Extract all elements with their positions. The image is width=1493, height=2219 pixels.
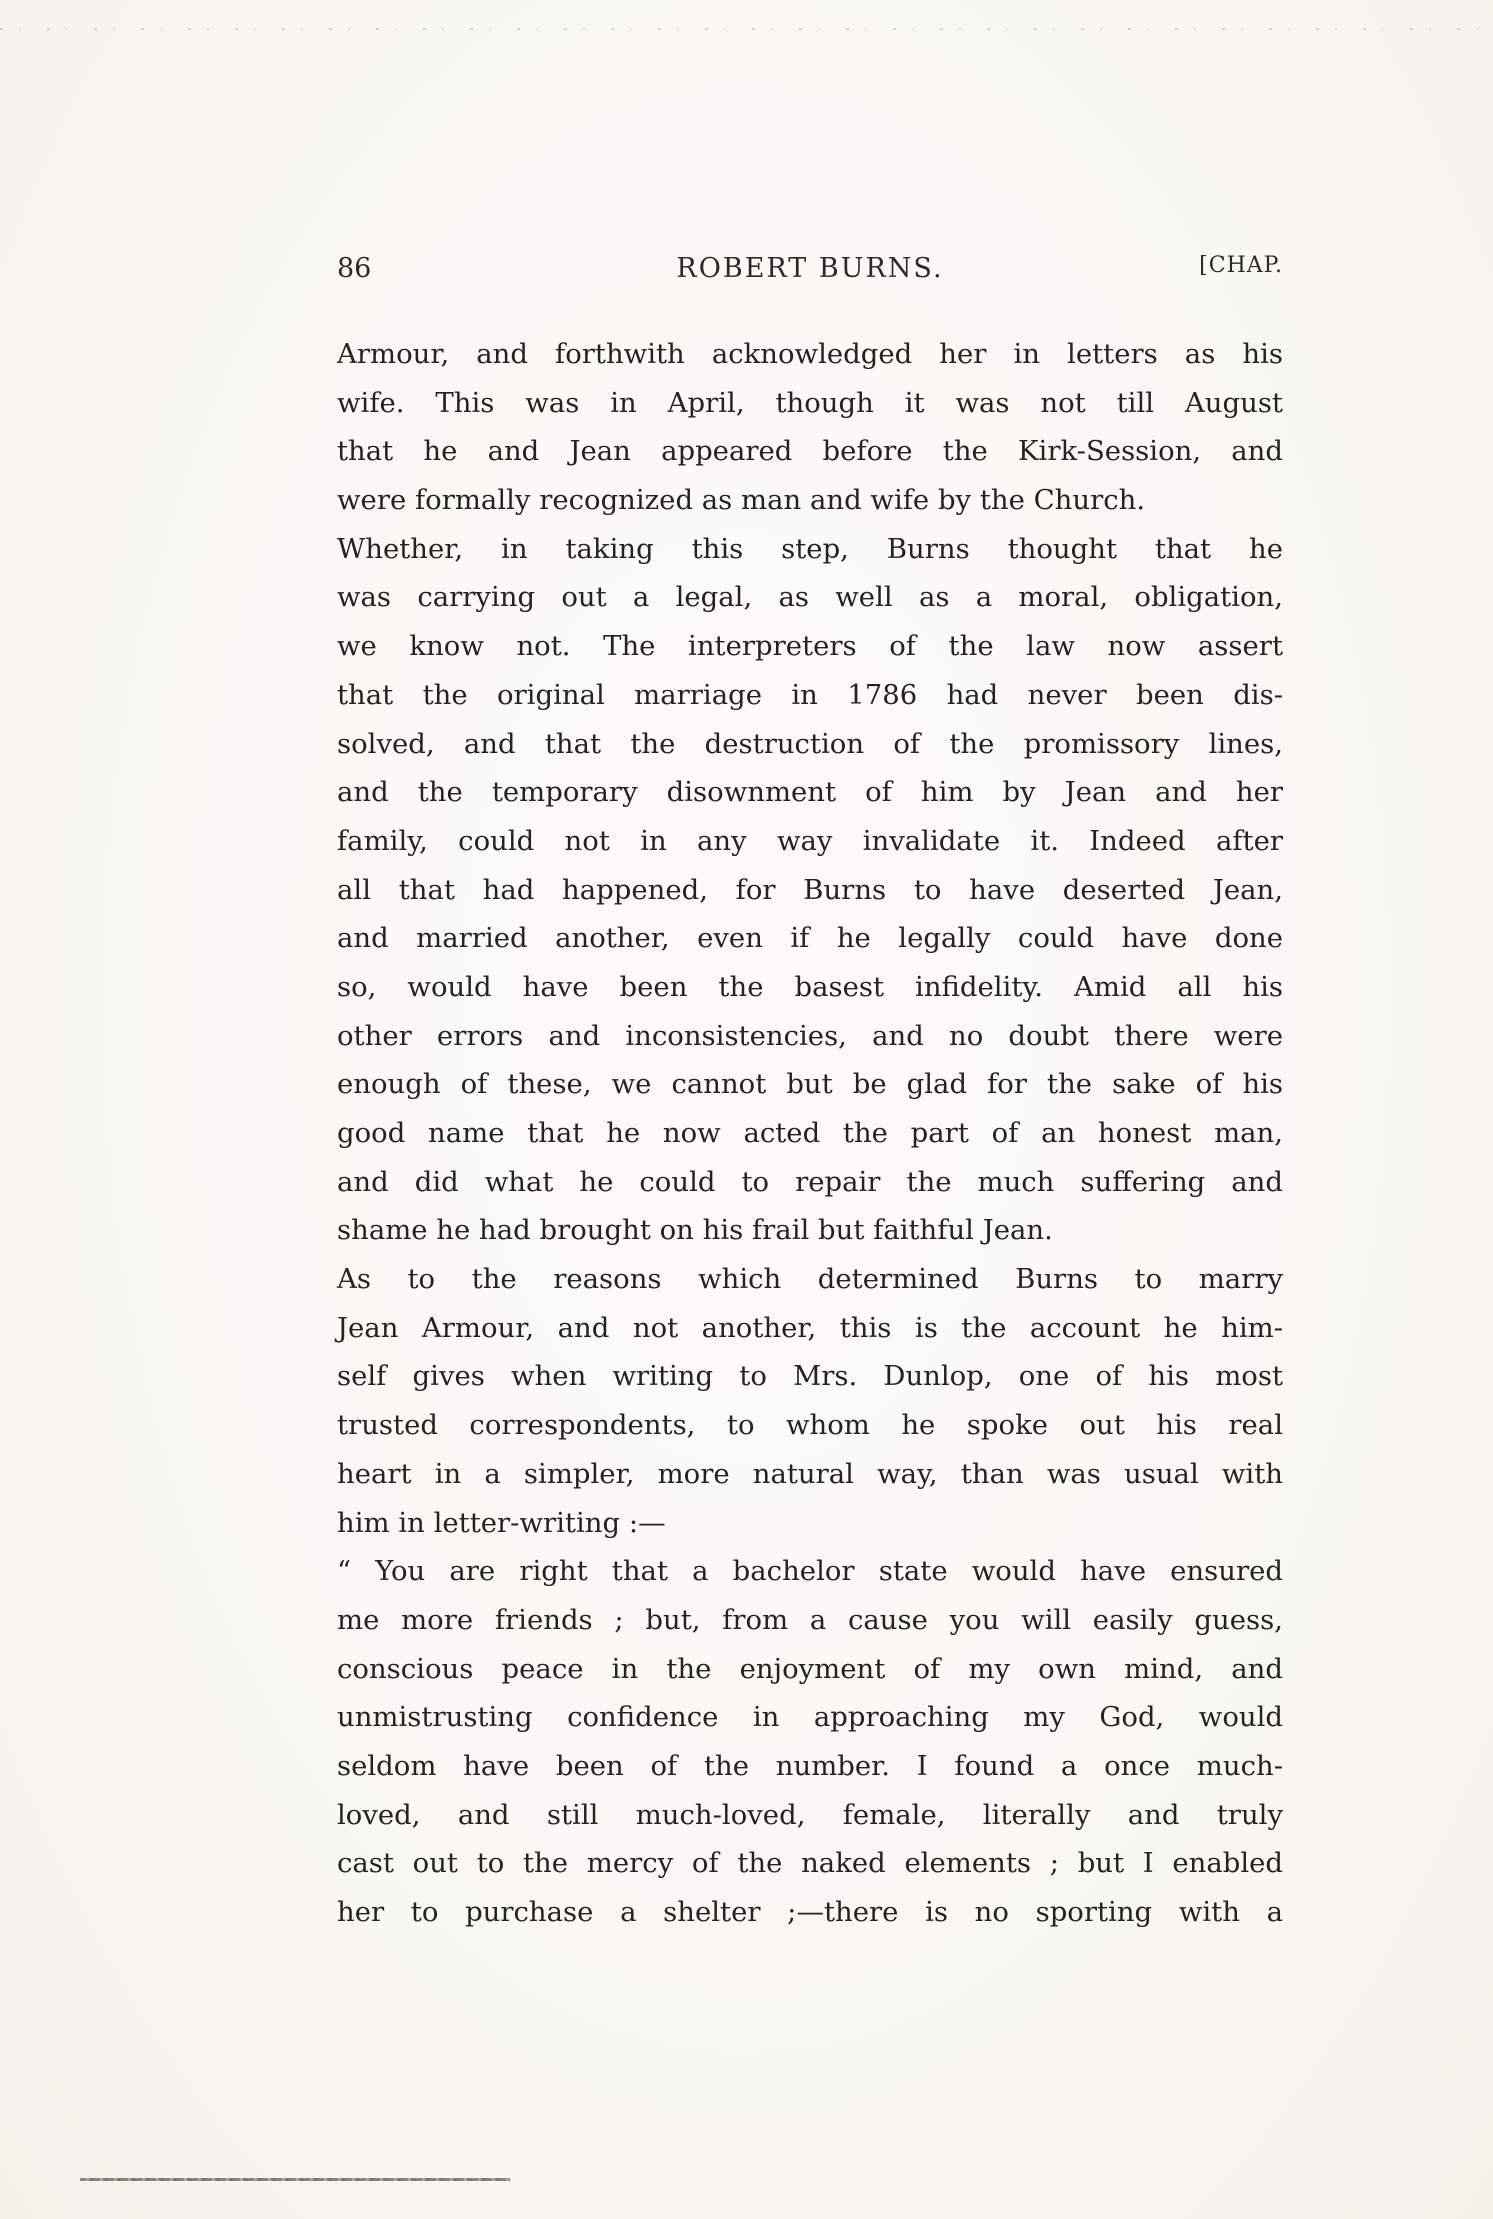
paragraph-4-quotation [337,1547,1283,1937]
text-line: good name that he now acted the part of an honest man, [337,1117,1283,1149]
text-line: me more friends ; but, from a cause you will easily guess, [337,1603,1283,1636]
page-number: 86 [337,253,372,284]
paragraph-2 [337,525,1283,1255]
text-line: other errors and inconsistencies, and no doubt there were [337,1019,1283,1052]
running-title: ROBERT BURNS. [676,253,944,284]
text-line: that the original marriage in 1786 had never been dis- [337,678,1283,711]
page-header [337,253,1283,293]
text-line: so, would have been the basest infidelity. Amid all his [337,970,1283,1003]
text-line: enough of these, we cannot but be glad for the sake of his [337,1068,1283,1101]
text-line: heart in a simpler, more natural way, than was usual with [337,1457,1283,1490]
text-line: self gives when writing to Mrs. Dunlop, one of his most [337,1360,1283,1393]
text-line: and did what he could to repair the much suffering and [337,1165,1283,1198]
text-line: and the temporary disownment of him by Jean and her [337,776,1283,809]
text-line: Jean Armour, and not another, this is the account he him- [337,1311,1283,1344]
chapter-mark: [CHAP. [1199,253,1283,278]
text-line: and married another, even if he legally could have done [337,922,1283,955]
text-line: As to the reasons which determined Burns to marry [337,1263,1283,1296]
text-line: that he and Jean appeared before the Kirk-Session, and [337,435,1283,468]
text-line: “ You are right that a bachelor state would have ensured [337,1555,1283,1588]
body-text [337,330,1283,1937]
text-line: solved, and that the destruction of the promissory lines, [337,727,1283,760]
text-line: unmistrusting confidence in approaching my God, would [337,1701,1283,1734]
text-line: all that had happened, for Burns to have deserted Jean, [337,873,1283,906]
text-line: him in letter-writing :— [337,1506,666,1539]
paragraph-3 [337,1255,1283,1547]
text-line: seldom have been of the number. I found a once much- [337,1749,1283,1782]
text-line: we know not. The interpreters of the law now assert [337,630,1283,663]
text-line: were formally recognized as man and wife by the Church. [337,484,1146,517]
text-line: her to purchase a shelter ;—there is no sporting with a [337,1896,1283,1928]
text-line: shame he had brought on his frail but faithful Jean. [337,1214,1053,1247]
text-line: Armour, and forthwith acknowledged her in letters as his [337,338,1283,370]
text-line: was carrying out a legal, as well as a moral, obligation, [337,581,1283,614]
text-line: loved, and still much-loved, female, literally and truly [337,1798,1283,1831]
scan-artifact-bottom-rule [80,2178,510,2181]
text-line: wife. This was in April, though it was not till August [337,386,1283,419]
scan-artifact-top [0,28,1493,30]
text-line: conscious peace in the enjoyment of my own mind, and [337,1652,1283,1685]
text-line: Whether, in taking this step, Burns thought that he [337,532,1283,565]
text-line: family, could not in any way invalidate it. Indeed after [337,824,1283,857]
text-line: trusted correspondents, to whom he spoke out his real [337,1409,1283,1442]
paragraph-1 [337,330,1283,525]
text-line: cast out to the mercy of the naked elements ; but I enabled [337,1847,1283,1880]
